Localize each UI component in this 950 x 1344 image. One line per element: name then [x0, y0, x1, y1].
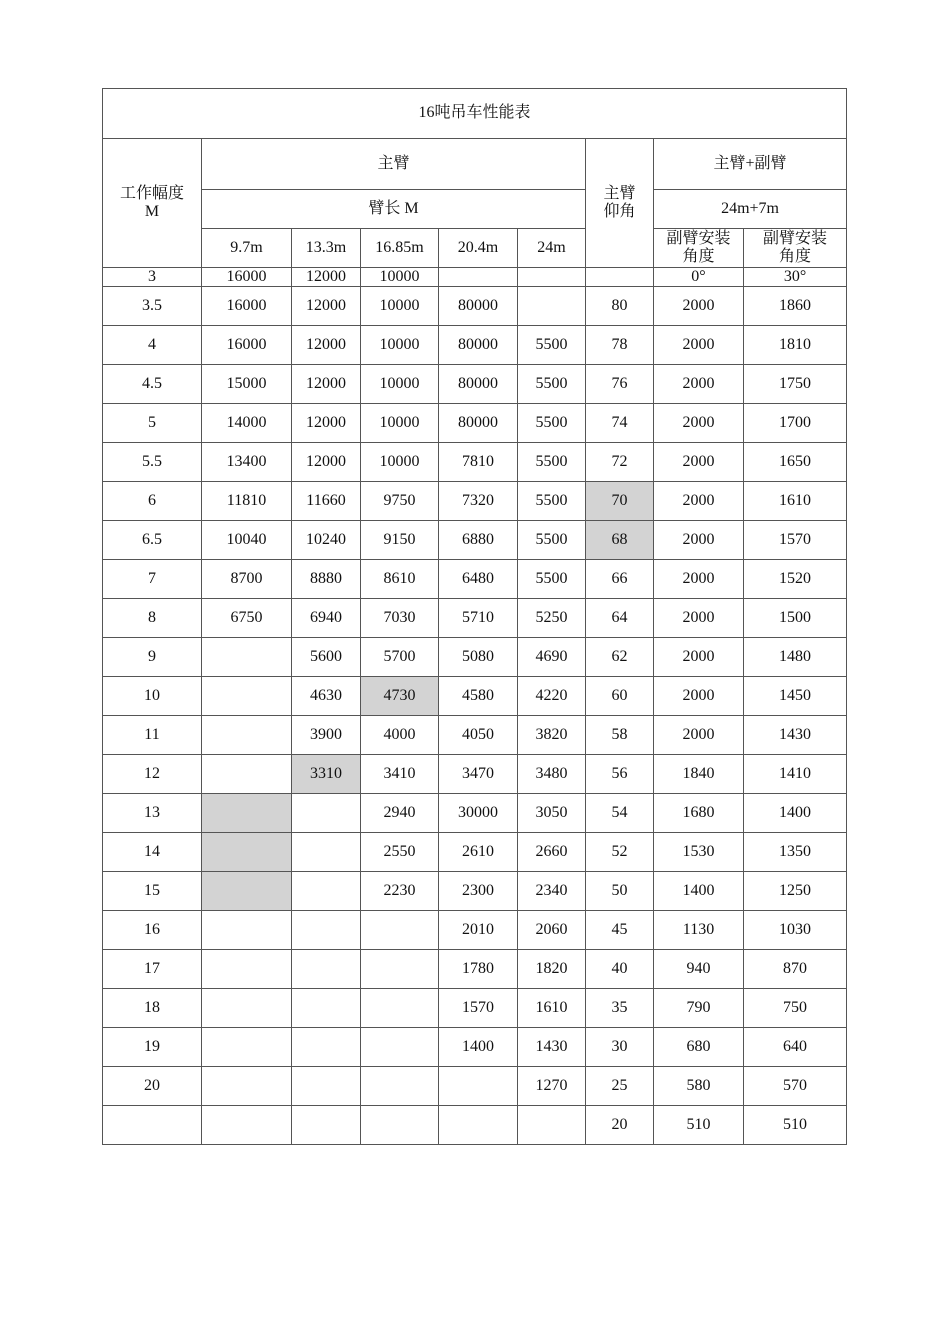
table-row: [103, 755, 847, 794]
jib-load-cell: 1680: [654, 794, 744, 833]
combo-length-header: 24m+7m: [654, 190, 847, 229]
load-cell: 3900: [292, 716, 361, 755]
angle-cell: 30: [586, 1028, 654, 1067]
jib-load-cell: 1530: [654, 833, 744, 872]
load-cell: 11810: [202, 482, 292, 521]
load-cell: [202, 1106, 292, 1145]
load-cell: 1400: [439, 1028, 518, 1067]
load-cell: [202, 833, 292, 872]
load-cell: 10000: [361, 268, 439, 287]
load-cell: [202, 716, 292, 755]
load-cell: [202, 1067, 292, 1106]
jib-load-cell: 570: [744, 1067, 847, 1106]
load-cell: 7030: [361, 599, 439, 638]
load-cell: 2940: [361, 794, 439, 833]
angle-cell: 60: [586, 677, 654, 716]
range-cell: 9: [103, 638, 202, 677]
boom-angle-label-line2: 仰角: [603, 203, 636, 220]
boom-length-col-header: 16.85m: [361, 229, 439, 268]
range-cell: 6: [103, 482, 202, 521]
jib-load-cell: 2000: [654, 521, 744, 560]
range-cell: 20: [103, 1067, 202, 1106]
jib-load-cell: 510: [654, 1106, 744, 1145]
jib-load-cell: 640: [744, 1028, 847, 1067]
boom-length-col-header: 24m: [518, 229, 586, 268]
jib-load-cell: 1650: [744, 443, 847, 482]
load-cell: [202, 794, 292, 833]
jib-load-cell: 580: [654, 1067, 744, 1106]
main-boom-header: 主臂: [202, 139, 586, 190]
load-cell: [361, 1067, 439, 1106]
load-cell: [361, 989, 439, 1028]
load-cell: 4730: [361, 677, 439, 716]
load-cell: 12000: [292, 287, 361, 326]
jib-load-cell: 2000: [654, 443, 744, 482]
load-cell: 1430: [518, 1028, 586, 1067]
jib-load-cell: 870: [744, 950, 847, 989]
load-cell: [202, 911, 292, 950]
boom-length-col-header: 20.4m: [439, 229, 518, 268]
load-cell: 12000: [292, 326, 361, 365]
load-cell: 10000: [361, 326, 439, 365]
load-cell: 80000: [439, 287, 518, 326]
load-cell: 4580: [439, 677, 518, 716]
load-cell: 8880: [292, 560, 361, 599]
work-range-unit: M: [144, 203, 160, 220]
jib-load-cell: 1500: [744, 599, 847, 638]
table-row: [103, 1028, 847, 1067]
load-cell: 5500: [518, 521, 586, 560]
angle-cell: 54: [586, 794, 654, 833]
boom-angle-header: [586, 139, 654, 268]
load-cell: 5500: [518, 365, 586, 404]
jib-load-cell: 1610: [744, 482, 847, 521]
load-cell: 10000: [361, 287, 439, 326]
angle-cell: 70: [586, 482, 654, 521]
table-row: [103, 1106, 847, 1145]
load-cell: [292, 950, 361, 989]
range-cell: 14: [103, 833, 202, 872]
load-cell: 9750: [361, 482, 439, 521]
load-cell: 2230: [361, 872, 439, 911]
jib-load-cell: 1840: [654, 755, 744, 794]
jib-angle-0: 0°: [654, 268, 744, 287]
load-cell: 1570: [439, 989, 518, 1028]
load-cell: [202, 677, 292, 716]
load-cell: 2550: [361, 833, 439, 872]
load-cell: 3050: [518, 794, 586, 833]
angle-cell: 50: [586, 872, 654, 911]
table-row: [103, 365, 847, 404]
angle-cell: 80: [586, 287, 654, 326]
load-cell: 4220: [518, 677, 586, 716]
load-cell: 3470: [439, 755, 518, 794]
load-cell: 30000: [439, 794, 518, 833]
jib-load-cell: 1570: [744, 521, 847, 560]
jib-load-cell: 2000: [654, 716, 744, 755]
jib-load-cell: 940: [654, 950, 744, 989]
load-cell: 80000: [439, 404, 518, 443]
load-cell: 4050: [439, 716, 518, 755]
table-row: [103, 443, 847, 482]
load-cell: 5600: [292, 638, 361, 677]
angle-cell: 78: [586, 326, 654, 365]
boom-angle-label-line1: 主臂: [603, 184, 636, 202]
load-cell: [202, 872, 292, 911]
load-cell: 2010: [439, 911, 518, 950]
table-row: [103, 794, 847, 833]
range-cell: 16: [103, 911, 202, 950]
load-cell: 12000: [292, 404, 361, 443]
jib-load-cell: 680: [654, 1028, 744, 1067]
load-cell: 5700: [361, 638, 439, 677]
angle-cell: 40: [586, 950, 654, 989]
table-row: [103, 326, 847, 365]
angle-cell: 64: [586, 599, 654, 638]
table-row: [103, 404, 847, 443]
range-cell: 7: [103, 560, 202, 599]
jib-load-cell: 790: [654, 989, 744, 1028]
load-cell: 3820: [518, 716, 586, 755]
range-cell: 15: [103, 872, 202, 911]
jib-load-cell: 1430: [744, 716, 847, 755]
load-cell: 2060: [518, 911, 586, 950]
load-cell: 3410: [361, 755, 439, 794]
load-cell: [202, 989, 292, 1028]
table-row: [103, 911, 847, 950]
table-row: [103, 599, 847, 638]
angle-cell: 25: [586, 1067, 654, 1106]
load-cell: 6750: [202, 599, 292, 638]
jib-load-cell: 1130: [654, 911, 744, 950]
angle-cell: 45: [586, 911, 654, 950]
jib-load-cell: 750: [744, 989, 847, 1028]
jib-angle-col-header: 副臂安装 角度: [654, 229, 744, 268]
load-cell: 10000: [361, 404, 439, 443]
load-cell: [439, 268, 518, 287]
range-cell: 8: [103, 599, 202, 638]
load-cell: 1270: [518, 1067, 586, 1106]
range-cell: 3: [103, 268, 202, 287]
load-cell: 4690: [518, 638, 586, 677]
load-cell: 5500: [518, 482, 586, 521]
jib-load-cell: 1520: [744, 560, 847, 599]
load-cell: 14000: [202, 404, 292, 443]
jib-load-cell: 2000: [654, 287, 744, 326]
crane-performance-table: [102, 88, 847, 1145]
range-cell: 12: [103, 755, 202, 794]
range-cell: 11: [103, 716, 202, 755]
range-cell: [103, 1106, 202, 1145]
jib-load-cell: 1400: [654, 872, 744, 911]
jib-load-cell: 1860: [744, 287, 847, 326]
table-row: [103, 1067, 847, 1106]
load-cell: [202, 755, 292, 794]
range-cell: 6.5: [103, 521, 202, 560]
load-cell: [361, 950, 439, 989]
load-cell: [518, 1106, 586, 1145]
range-cell: 3.5: [103, 287, 202, 326]
jib-load-cell: 510: [744, 1106, 847, 1145]
range-cell: 18: [103, 989, 202, 1028]
load-cell: 1780: [439, 950, 518, 989]
jib-load-cell: 2000: [654, 365, 744, 404]
table-row: [103, 950, 847, 989]
jib-load-cell: 1450: [744, 677, 847, 716]
jib-load-cell: 1750: [744, 365, 847, 404]
load-cell: 3310: [292, 755, 361, 794]
angle-cell: 56: [586, 755, 654, 794]
load-cell: [439, 1106, 518, 1145]
load-cell: [292, 911, 361, 950]
load-cell: 2660: [518, 833, 586, 872]
load-cell: [292, 1028, 361, 1067]
load-cell: 8700: [202, 560, 292, 599]
table-row: [103, 833, 847, 872]
range-cell: 19: [103, 1028, 202, 1067]
load-cell: [202, 1028, 292, 1067]
jib-load-cell: 1030: [744, 911, 847, 950]
load-cell: 16000: [202, 326, 292, 365]
boom-length-col-header: 13.3m: [292, 229, 361, 268]
load-cell: 11660: [292, 482, 361, 521]
load-cell: [361, 911, 439, 950]
range-cell: 4: [103, 326, 202, 365]
load-cell: [292, 833, 361, 872]
jib-load-cell: 1400: [744, 794, 847, 833]
jib-load-cell: 1410: [744, 755, 847, 794]
load-cell: [361, 1106, 439, 1145]
load-cell: [292, 1106, 361, 1145]
boom-length-col-header: 9.7m: [202, 229, 292, 268]
load-cell: 6880: [439, 521, 518, 560]
load-cell: 5710: [439, 599, 518, 638]
load-cell: 4630: [292, 677, 361, 716]
load-cell: [202, 950, 292, 989]
load-cell: [292, 872, 361, 911]
table-row: [103, 872, 847, 911]
load-cell: 12000: [292, 268, 361, 287]
angle-cell: [586, 268, 654, 287]
load-cell: [202, 638, 292, 677]
range-cell: 10: [103, 677, 202, 716]
load-cell: 10240: [292, 521, 361, 560]
load-cell: 2610: [439, 833, 518, 872]
load-cell: 7320: [439, 482, 518, 521]
table-row: [103, 716, 847, 755]
jib-load-cell: 2000: [654, 638, 744, 677]
load-cell: 12000: [292, 443, 361, 482]
table-row: [103, 989, 847, 1028]
jib-load-cell: 1350: [744, 833, 847, 872]
jib-load-cell: 1480: [744, 638, 847, 677]
jib-angle-col-header: 副臂安装 角度: [744, 229, 847, 268]
work-range-header: [103, 139, 202, 268]
load-cell: 16000: [202, 287, 292, 326]
load-cell: 80000: [439, 365, 518, 404]
load-cell: 10000: [361, 443, 439, 482]
work-range-label: 工作幅度: [119, 184, 184, 202]
range-cell: 17: [103, 950, 202, 989]
load-cell: 3480: [518, 755, 586, 794]
table-row: [103, 560, 847, 599]
load-cell: 5250: [518, 599, 586, 638]
load-cell: 12000: [292, 365, 361, 404]
angle-cell: 62: [586, 638, 654, 677]
load-cell: 15000: [202, 365, 292, 404]
jib-load-cell: 1700: [744, 404, 847, 443]
range-cell: 5: [103, 404, 202, 443]
load-cell: 16000: [202, 268, 292, 287]
load-cell: 5080: [439, 638, 518, 677]
load-cell: 5500: [518, 560, 586, 599]
angle-cell: 74: [586, 404, 654, 443]
jib-angle-30: 30°: [744, 268, 847, 287]
boom-length-header: 臂长 M: [202, 190, 586, 229]
load-cell: 6480: [439, 560, 518, 599]
load-cell: 6940: [292, 599, 361, 638]
angle-cell: 35: [586, 989, 654, 1028]
angle-cell: 76: [586, 365, 654, 404]
load-cell: 80000: [439, 326, 518, 365]
load-cell: [518, 287, 586, 326]
load-cell: 1820: [518, 950, 586, 989]
load-cell: 2300: [439, 872, 518, 911]
jib-load-cell: 2000: [654, 482, 744, 521]
range-cell: 5.5: [103, 443, 202, 482]
jib-load-cell: 2000: [654, 599, 744, 638]
jib-load-cell: 2000: [654, 404, 744, 443]
jib-load-cell: 1250: [744, 872, 847, 911]
jib-load-cell: 1810: [744, 326, 847, 365]
load-cell: [439, 1067, 518, 1106]
angle-cell: 52: [586, 833, 654, 872]
load-cell: 1610: [518, 989, 586, 1028]
load-cell: [292, 794, 361, 833]
load-cell: [361, 1028, 439, 1067]
load-cell: 4000: [361, 716, 439, 755]
load-cell: 9150: [361, 521, 439, 560]
jib-load-cell: 2000: [654, 326, 744, 365]
load-cell: 5500: [518, 443, 586, 482]
load-cell: 10000: [361, 365, 439, 404]
table-row: [103, 482, 847, 521]
angle-cell: 66: [586, 560, 654, 599]
range-cell: 13: [103, 794, 202, 833]
angle-cell: 68: [586, 521, 654, 560]
range-cell: 4.5: [103, 365, 202, 404]
jib-load-cell: 2000: [654, 560, 744, 599]
load-cell: 8610: [361, 560, 439, 599]
table-row: [103, 677, 847, 716]
table-title: 16吨吊车性能表: [103, 89, 847, 139]
angle-cell: 20: [586, 1106, 654, 1145]
table-row: [103, 638, 847, 677]
load-cell: [292, 1067, 361, 1106]
combo-boom-header: 主臂+副臂: [654, 139, 847, 190]
load-cell: [518, 268, 586, 287]
table-row: [103, 287, 847, 326]
jib-load-cell: 2000: [654, 677, 744, 716]
load-cell: 7810: [439, 443, 518, 482]
load-cell: 10040: [202, 521, 292, 560]
load-cell: 5500: [518, 404, 586, 443]
angle-cell: 58: [586, 716, 654, 755]
load-cell: 2340: [518, 872, 586, 911]
table-row: [103, 521, 847, 560]
load-cell: 5500: [518, 326, 586, 365]
angle-cell: 72: [586, 443, 654, 482]
load-cell: 13400: [202, 443, 292, 482]
load-cell: [292, 989, 361, 1028]
